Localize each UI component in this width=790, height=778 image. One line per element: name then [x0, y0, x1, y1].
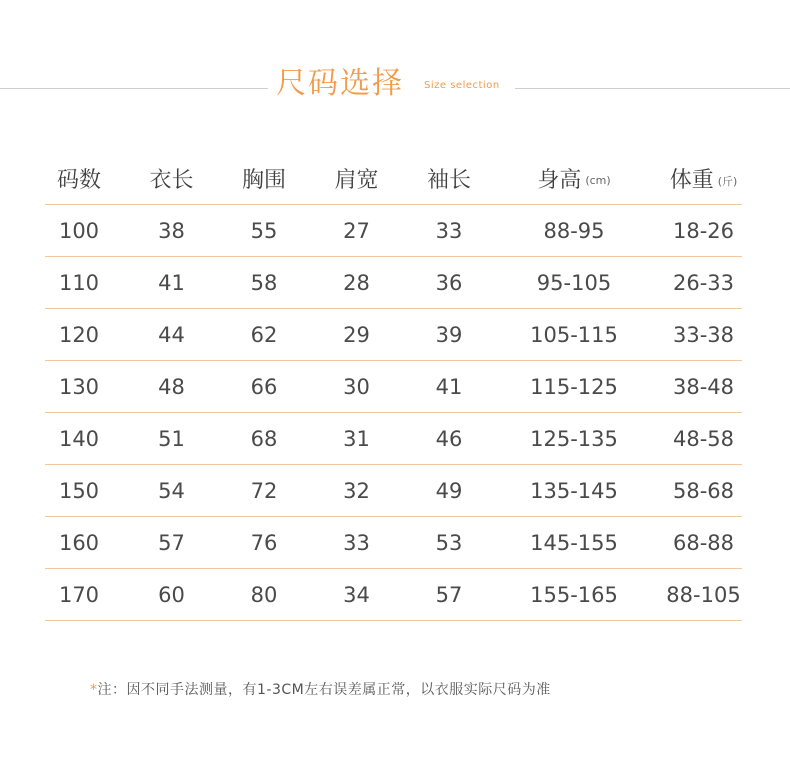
table-cell: 88-105	[665, 569, 742, 621]
table-cell: 80	[230, 569, 298, 621]
table-cell: 115-125	[483, 361, 665, 413]
table-cell: 145-155	[483, 517, 665, 569]
table-cell: 27	[298, 205, 415, 257]
note-text: 注：因不同手法测量，有1-3CM左右误差属正常，以衣服实际尺码为准	[97, 682, 551, 698]
table-cell: 68	[230, 413, 298, 465]
table-cell: 57	[415, 569, 483, 621]
table-cell: 51	[113, 413, 230, 465]
table-cell: 66	[230, 361, 298, 413]
table-cell: 49	[415, 465, 483, 517]
table-row	[45, 465, 742, 517]
column-header-label: 身高	[537, 167, 582, 193]
table-cell: 33	[415, 205, 483, 257]
column-header	[298, 152, 415, 205]
size-table	[45, 152, 742, 621]
column-header-label: 体重	[669, 167, 714, 193]
table-cell: 95-105	[483, 257, 665, 309]
column-header	[665, 152, 742, 205]
table-cell: 120	[45, 309, 113, 361]
column-header	[230, 152, 298, 205]
table-cell: 110	[45, 257, 113, 309]
table-cell: 55	[230, 205, 298, 257]
table-cell: 29	[298, 309, 415, 361]
table-cell: 58-68	[665, 465, 742, 517]
table-cell: 48-58	[665, 413, 742, 465]
table-row	[45, 569, 742, 621]
column-header	[45, 152, 113, 205]
table-cell: 28	[298, 257, 415, 309]
table-cell: 100	[45, 205, 113, 257]
table-cell: 54	[113, 465, 230, 517]
table-header-row	[45, 152, 742, 205]
table-cell: 31	[298, 413, 415, 465]
table-row	[45, 205, 742, 257]
note-asterisk: *	[90, 682, 98, 698]
table-row	[45, 257, 742, 309]
table-cell: 125-135	[483, 413, 665, 465]
table-cell: 88-95	[483, 205, 665, 257]
table-cell: 48	[113, 361, 230, 413]
column-header-label: 衣长	[149, 167, 194, 193]
table-cell: 57	[113, 517, 230, 569]
table-cell: 105-115	[483, 309, 665, 361]
column-header-label: 胸围	[241, 167, 286, 193]
table-cell: 33	[298, 517, 415, 569]
column-header	[113, 152, 230, 205]
table-cell: 53	[415, 517, 483, 569]
table-cell: 41	[113, 257, 230, 309]
table-cell: 30	[298, 361, 415, 413]
table-cell: 34	[298, 569, 415, 621]
header-divider-right	[515, 88, 790, 89]
table-cell: 26-33	[665, 257, 742, 309]
table-row	[45, 517, 742, 569]
table-cell: 46	[415, 413, 483, 465]
column-header-label: 码数	[56, 167, 101, 193]
column-header-unit: (斤)	[717, 174, 738, 188]
table-cell: 76	[230, 517, 298, 569]
table-body	[45, 205, 742, 621]
table-cell: 68-88	[665, 517, 742, 569]
table-cell: 60	[113, 569, 230, 621]
measurement-note	[90, 679, 551, 699]
column-header-label: 袖长	[426, 167, 471, 193]
header-divider-left	[0, 88, 268, 89]
table-cell: 170	[45, 569, 113, 621]
table-cell: 44	[113, 309, 230, 361]
table-cell: 38	[113, 205, 230, 257]
column-header	[483, 152, 665, 205]
table-cell: 140	[45, 413, 113, 465]
page-subtitle: Size selection	[424, 80, 500, 91]
page-title: 尺码选择	[276, 66, 404, 101]
table-cell: 135-145	[483, 465, 665, 517]
table-cell: 36	[415, 257, 483, 309]
table-cell: 58	[230, 257, 298, 309]
table-cell: 150	[45, 465, 113, 517]
column-header-unit: (cm)	[585, 174, 611, 187]
table-row	[45, 361, 742, 413]
column-header	[415, 152, 483, 205]
table-cell: 130	[45, 361, 113, 413]
table-cell: 38-48	[665, 361, 742, 413]
table-cell: 39	[415, 309, 483, 361]
column-header-label: 肩宽	[334, 167, 379, 193]
table-cell: 33-38	[665, 309, 742, 361]
table-cell: 32	[298, 465, 415, 517]
table-row	[45, 309, 742, 361]
table-cell: 155-165	[483, 569, 665, 621]
table-cell: 160	[45, 517, 113, 569]
table-cell: 18-26	[665, 205, 742, 257]
table-cell: 41	[415, 361, 483, 413]
table-row	[45, 413, 742, 465]
table-cell: 72	[230, 465, 298, 517]
table-cell: 62	[230, 309, 298, 361]
